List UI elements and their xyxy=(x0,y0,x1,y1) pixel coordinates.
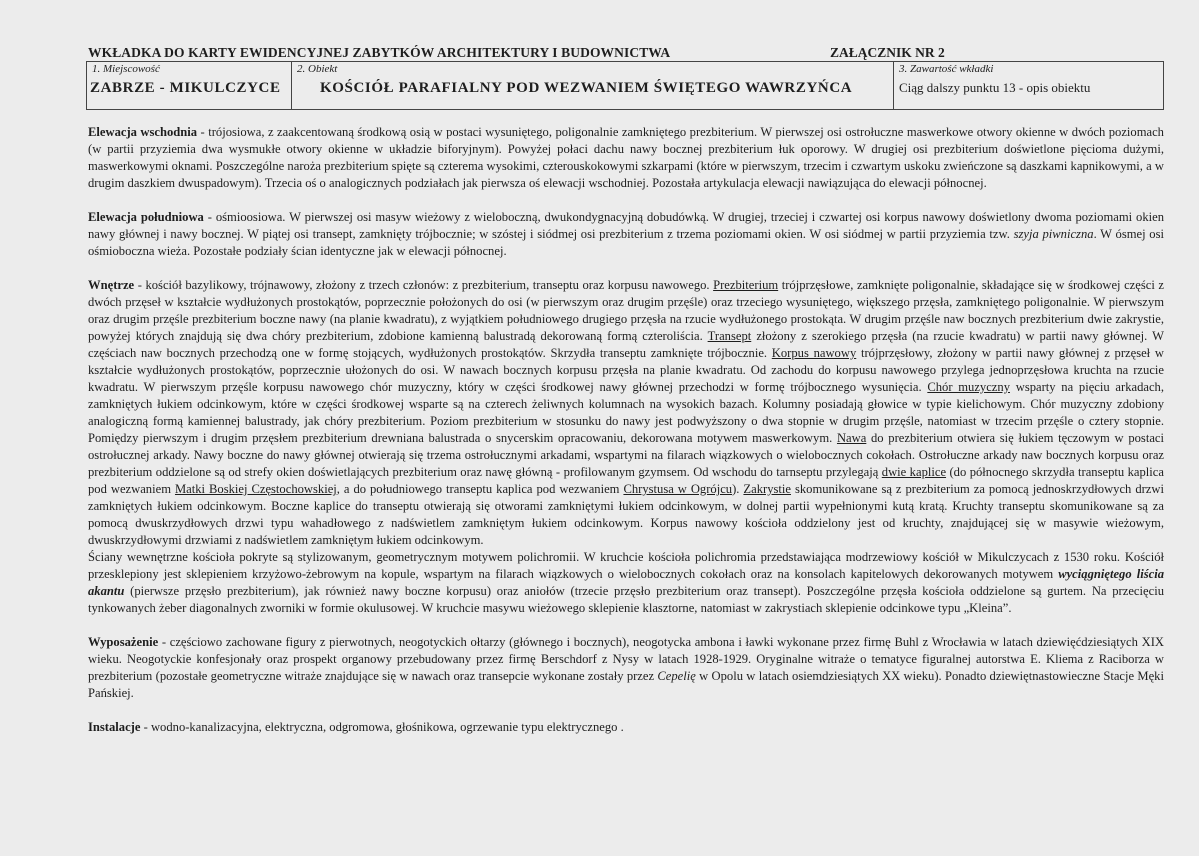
section-text: ). xyxy=(732,482,744,496)
section-text: (do północnego skrzydła transeptu kaplica pod wezwaniem xyxy=(88,465,1164,496)
contents-value: Ciąg dalszy punktu 13 - opis obiektu xyxy=(899,80,1091,95)
section-text: trójprzęsłowy, złożony w partii nawy głównej z przęseł w kształcie wydłużonych prostokątów, poprzecznie ułożonych do osi. W nawach bocznych korpusu przęsła na planie kwadratu. Od zachodu do korpusu nawowego przylega jednoprzęsłowa kruchta na rzucie kwadratu. W pierwszym przęśle korpusu nawowego chór muzyczny, który w części środkowej nawy głównej przechodzi w formę trójbocznego wysunięcia. xyxy=(88,346,1164,394)
section-text: trójprzęsłowe, zamknięte poligonalnie, składające się w środkowej części z dwóch przęseł w kształcie wydłużonych prostokątów, poprzecznie położonych do osi (w pierwszym oraz drugim przęśle) oraz trzeciego wysuniętego, większego przęsła, zamkniętego poligonalnie. W pierwszym oraz drugim przęśle prezbiterium boczne nawy (na planie kwadratu), z wyjątkiem południowego drugiego przęsła na rzucie wydłużonego prostokąta. W drugim przęśle naw bocznych prezbiterium dwie zakrystie, powyżej których znajdują się dwa chóry prezbiterium, zdobione kamienną balustradą dekorowaną formą czteroliścia. xyxy=(88,278,1164,343)
header-divider-2 xyxy=(893,61,894,109)
underlined-term: Nawa xyxy=(836,431,867,445)
section-text: - kościół bazylikowy, trójnawowy, złożony z trzech członów: z prezbiterium, transeptu oraz korpusu nawowego. xyxy=(134,278,714,292)
document-title: WKŁADKA DO KARTY EWIDENCYJNEJ ZABYTKÓW ARCHITEKTURY I BUDOWNICTWA xyxy=(88,45,671,60)
locality-label: 1. Miejscowość xyxy=(92,63,160,75)
section-heading: Wyposażenie xyxy=(88,635,159,649)
section-text: Ściany wewnętrzne kościoła pokryte są stylizowanym, geometrycznym motywem polichromii. W kruchcie kościoła polichromia przedstawiająca modrzewiowy kościół w Mikulczycach z 1530 roku. Kościół przesklepiony jest sklepieniem krzyżowo-żebrowym na kopule, wspartym na filarach wiązkowych o wielobocznych cokołach oraz na konsolach kapitelowych dekorowanych motywem xyxy=(88,550,1164,581)
description-body xyxy=(88,124,1164,753)
underlined-term: Korpus nawowy xyxy=(771,346,857,360)
section-interior xyxy=(88,277,1164,549)
section-text: - częściowo zachowane figury z pierwotnych, neogotyckich ołtarzy (głównego i bocznych), neogotycka ambona i ławki wykonane przez firmę Buhl z Wrocławia w latach dziewięćdziesiątych XIX wieku. Neogotyckie konfesjonały oraz prospekt organowy przebudowany przez firmę Berschdorf z Nysy w latach 1928-1929. Oryginalne witraże o tematyce figuralnej autorstwa E. Kliema z Raciborza w prezbiterium (pozostałe geometryczne witraże znajdujące się w nawach oraz transepcie wykonane zostały przez xyxy=(88,635,1164,683)
italic-term: wyciągniętego liścia akantu xyxy=(88,567,1164,598)
section-east-elevation xyxy=(88,124,1164,192)
section-text: skomunikowane są z prezbiterium za pomocą jednoskrzydłowych drzwi zamkniętych łukiem odcinkowym. Boczne kaplice do transeptu otwierają się otworami zamkniętymi łukiem odcinkowym, w dolnej partii wypełnionymi kutą kratą. Kruchty transeptu skomunikowane są za pomocą dwuskrzydłowych drzwi typu wahadłowego z nadświetlem zamkniętym łukiem odcinkowym. Korpus nawowy kościoła oddzielony jest od kruchty, znajdującej się w masywie wieżowym, dwuskrzydłowymi drzwiami z nadświetlem zamkniętym łukiem odcinkowym. xyxy=(88,482,1164,547)
italic-term: Cepelię xyxy=(657,669,696,683)
section-heading: Elewacja południowa xyxy=(88,210,204,224)
header-bottom-rule xyxy=(86,109,1164,110)
contents-label: 3. Zawartość wkładki xyxy=(899,63,994,75)
section-text: wsparty na pięciu arkadach, zamkniętych łukiem odcinkowym, które w części środkowej wsparte są na czterech żeliwnych kolumnach na wysokich bazach. Kolumny posiadają głowice w typie kielichowym. Chór muzyczny zdobiony analogiczną formą kamiennej balustrady, jak chóry prezbiterium. Poziom prezbiterium w stosunku do nawy jest podwyższony o dwa stopnie w drugim przęśle, natomiast w trzecim przęśle o cztery stopnie. Pomiędzy pierwszym i drugim przęsłem prezbiterium drewniana balustrada o snycerskim opracowaniu, dekorowana motywem maswerkowym. xyxy=(88,380,1164,445)
underlined-term: Chrystusa w Ogrójcu xyxy=(623,482,733,496)
section-installations xyxy=(88,719,1164,736)
section-text: - trójosiowa, z zaakcentowaną środkową osią w postaci wysuniętego, poligonalnie zamkniętego prezbiterium. W pierwszej osi ostrołuczne maswerkowe otwory okienne w dwóch poziomach (w partii przyziemia dwa wysmukłe otwory okienne w układzie biforyjnym). Powyżej połaci dachu nawy bocznej prezbiterium łuk oporowy. W drugiej osi prezbiterium doświetlone pięcioma dużymi, maswerkowymi oknami. Poszczególne naroża prezbiterium spięte są czterema wysokimi, czterouskokowymi szkarpami (które w pierwszym, trzecim i czwartym uskoku zwieńczone są daszkami kapnikowymi, a w drugim daszkiem dwuspadowym). Trzecia oś o analogicznych podziałach jak pierwsza oś elewacji wschodniej. Pozostała artykulacja elewacji nawiązująca do elewacji północnej. xyxy=(88,125,1164,190)
underlined-term: dwie kaplice xyxy=(881,465,947,479)
section-heading: Instalacje xyxy=(88,720,141,734)
section-text: (pierwsze przęsło prezbiterium), jak również nawy boczne korpusu) oraz aniołów (trzecie przęsło prezbiterium oraz transept). Poszczególne przęsła kościoła oddzielone są gurtem. Na przecięciu tynkowanych żeber diagonalnych zworniki w formie okulusowej. W kruchcie masywu wieżowego sklepienie klasztorne, natomiast w zakrystiach sklepienie odcinkowe typu „Kleina”. xyxy=(88,584,1164,615)
section-heading: Wnętrze xyxy=(88,278,135,292)
header-divider-1 xyxy=(291,61,292,109)
section-text: złożony z szerokiego przęsła (na rzucie kwadratu) w partii nawy głównej. W częściach naw bocznych przechodzą one w formę stojących, wydłużonych prostokątów. Skrzydła transeptu zamknięte trójbocznie. xyxy=(88,329,1165,360)
header-right-border xyxy=(1163,61,1164,109)
section-text: w Opolu w latach osiemdziesiątych XX wieku). Ponadto dziewiętnastowieczne Stacje Męki Pańskiej. xyxy=(88,669,1164,700)
annex-number: ZAŁĄCZNIK NR 2 xyxy=(830,45,945,60)
section-text: - ośmioosiowa. W pierwszej osi masyw wieżowy z wieloboczną, dwukondygnacyjną dobudówką. W drugiej, trzeciej i czwartej osi korpus nawowy doświetlony dwoma poziomami okien nawy głównej i nawy bocznej. W piątej osi transept, zamknięty trójbocznie; w szóstej i siódmej osi prezbiterium z trzema poziomami okien. W osi siódmej w partii przyziemia tzw. xyxy=(88,210,1164,241)
underlined-term: Chór muzyczny xyxy=(927,380,1010,394)
object-label: 2. Obiekt xyxy=(297,63,338,75)
section-text: . W ósmej osi ośmioboczna wieża. Pozostałe podziały ścian identyczne jak w elewacji północnej. xyxy=(88,227,1164,258)
section-furnishing xyxy=(88,634,1164,702)
section-south-elevation xyxy=(88,209,1164,260)
section-text: , a do południowego transeptu kaplica pod wezwaniem xyxy=(336,482,624,496)
header-top-rule xyxy=(86,61,1164,62)
italic-term: szyja piwniczna xyxy=(1013,227,1094,241)
underlined-term: Prezbiterium xyxy=(713,278,779,292)
section-interior-continued xyxy=(88,549,1164,617)
section-heading: Elewacja wschodnia xyxy=(88,125,198,139)
locality-value: ZABRZE - MIKULCZYCE xyxy=(90,80,281,96)
header-left-border xyxy=(86,61,87,109)
underlined-term: Zakrystie xyxy=(743,482,791,496)
section-text: do prezbiterium otwiera się łukiem tęczowym w postaci ostrołucznej arkady. Nawy boczne do nawy głównej otwierają się trzema ostrołucznymi arkadami, wspartymi na filarach wiązkowych o wielobocznych cokołach. Ostrołuczne arkady naw bocznych korpusu oraz prezbiterium oddzielone są od strefy okien doświetlających prezbiterium oraz nawę główną - profilowanym gzymsem. Od wschodu do tarnseptu przylegają xyxy=(88,431,1164,479)
section-text: - wodno-kanalizacyjna, elektryczna, odgromowa, głośnikowa, ogrzewanie typu elektrycznego . xyxy=(140,720,624,734)
underlined-term: Matki Boskiej Częstochowskiej xyxy=(174,482,337,496)
object-value: KOŚCIÓŁ PARAFIALNY POD WEZWANIEM ŚWIĘTEGO WAWRZYŃCA xyxy=(320,80,853,96)
underlined-term: Transept xyxy=(707,329,752,343)
